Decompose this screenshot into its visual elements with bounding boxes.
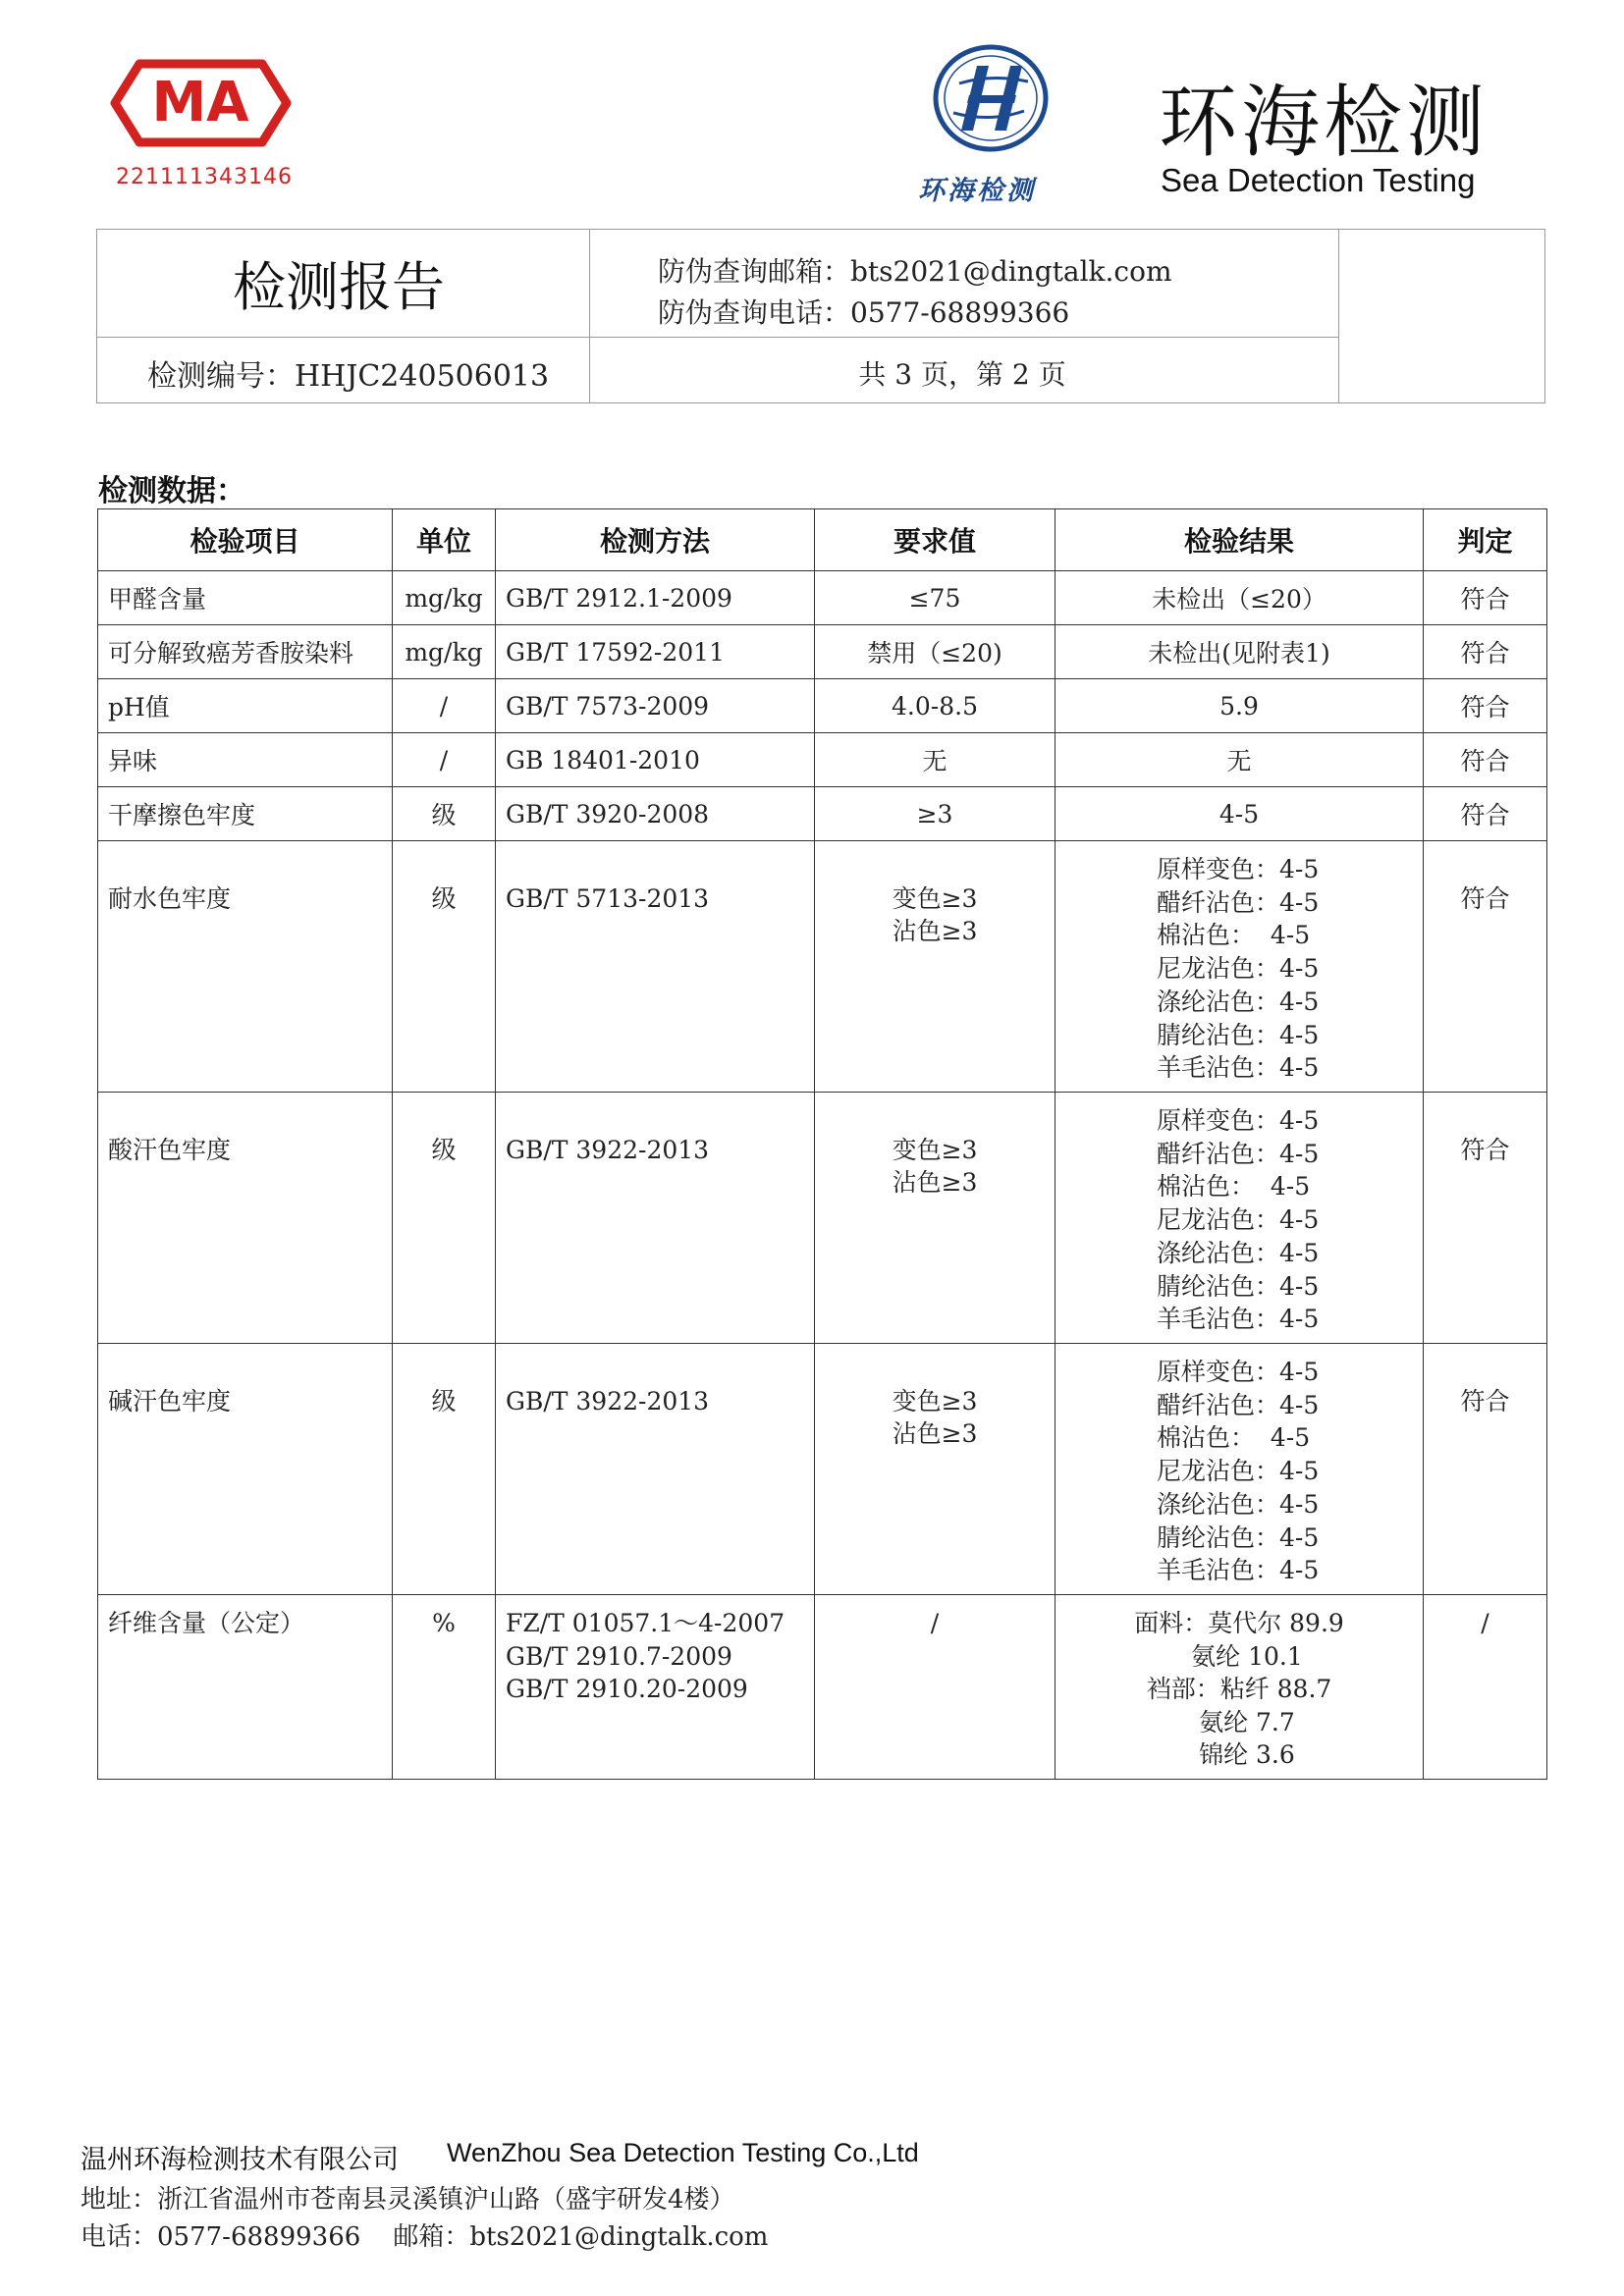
cell-requirement: ≤75 (815, 571, 1056, 625)
result-line: 尼龙沾色：4-5 (1157, 1457, 1320, 1486)
cell-item: 可分解致癌芳香胺染料 (98, 625, 393, 679)
table-row (98, 571, 1547, 625)
cell-result: 4-5 (1056, 787, 1424, 841)
footer-company-cn: 温州环海检测技术有限公司 (81, 2145, 399, 2175)
cell-judgment: 符合 (1424, 679, 1547, 733)
table-row (98, 733, 1547, 787)
cell-requirement (815, 1093, 1056, 1344)
cell-method: GB/T 3922-2013 (496, 1093, 815, 1344)
cell-judgment: 符合 (1424, 625, 1547, 679)
cell-result (1056, 1344, 1424, 1595)
footer-address: 地址：浙江省温州市苍南县灵溪镇沪山路（盛宇研发4楼） (81, 2185, 735, 2215)
result-line: 羊毛沾色：4-5 (1157, 1556, 1320, 1585)
header-divider (1338, 229, 1339, 403)
result-line: 锦纶 3.6 (1183, 1740, 1295, 1769)
result-line: 尼龙沾色：4-5 (1157, 1205, 1320, 1235)
footer-phone: 电话：0577-68899366 (81, 2222, 361, 2252)
footer-email: 邮箱：bts2021@dingtalk.com (393, 2222, 769, 2252)
cma-logo-text: MA (151, 71, 249, 134)
result-line: 羊毛沾色：4-5 (1157, 1305, 1320, 1334)
table-row (98, 841, 1547, 1093)
method-line: FZ/T 01057.1～4-2007 (506, 1609, 785, 1637)
result-line: 原样变色：4-5 (1157, 1358, 1320, 1386)
cell-result: 5.9 (1056, 679, 1424, 733)
cell-requirement: 4.0-8.5 (815, 679, 1056, 733)
cell-requirement: 无 (815, 733, 1056, 787)
report-title: 检测报告 (233, 256, 445, 318)
result-line: 棉沾色： 4-5 (1157, 921, 1311, 950)
cell-method: GB/T 3920-2008 (496, 787, 815, 841)
cell-result (1056, 1093, 1424, 1344)
footer-contact (81, 2216, 768, 2253)
cell-unit: / (393, 733, 496, 787)
cma-logo (110, 54, 292, 152)
cell-unit: % (393, 1595, 496, 1780)
cell-item: 酸汗色牢度 (98, 1093, 393, 1344)
cell-unit: 级 (393, 1344, 496, 1595)
cell-method (496, 1595, 815, 1780)
cell-unit: 级 (393, 787, 496, 841)
cell-requirement: / (815, 1595, 1056, 1780)
section-title: 检测数据： (98, 474, 245, 508)
cell-judgment: 符合 (1424, 571, 1547, 625)
cell-result: 无 (1056, 733, 1424, 787)
column-header: 检测方法 (496, 509, 815, 571)
cell-item: 甲醛含量 (98, 571, 393, 625)
cell-requirement: 禁用（≤20) (815, 625, 1056, 679)
cell-item: 干摩擦色牢度 (98, 787, 393, 841)
requirement-line: 沾色≥3 (892, 1168, 978, 1197)
cell-unit: mg/kg (393, 625, 496, 679)
cell-requirement (815, 1344, 1056, 1595)
column-header: 要求值 (815, 509, 1056, 571)
requirement-line: 变色≥3 (892, 1387, 978, 1415)
result-line: 涤纶沾色：4-5 (1157, 1489, 1320, 1519)
cell-judgment: 符合 (1424, 1344, 1547, 1595)
cell-result (1056, 841, 1424, 1093)
cell-method: GB/T 17592-2011 (496, 625, 815, 679)
cell-judgment: 符合 (1424, 733, 1547, 787)
cma-number: 221111343146 (116, 165, 293, 189)
column-header: 单位 (393, 509, 496, 571)
result-line: 棉沾色： 4-5 (1157, 1172, 1311, 1201)
column-header: 检验项目 (98, 509, 393, 571)
table-row (98, 679, 1547, 733)
cell-item: 异味 (98, 733, 393, 787)
cell-judgment: 符合 (1424, 841, 1547, 1093)
table-row (98, 787, 1547, 841)
result-line: 醋纤沾色：4-5 (1157, 887, 1320, 917)
cell-requirement (815, 841, 1056, 1093)
result-line: 裆部：粘纤 88.7 (1146, 1675, 1332, 1703)
company-name-cn: 环海检测 (1159, 77, 1489, 168)
cell-item: pH值 (98, 679, 393, 733)
cell-requirement: ≥3 (815, 787, 1056, 841)
result-line: 面料：莫代尔 89.9 (1134, 1609, 1344, 1637)
cell-method: GB/T 2912.1-2009 (496, 571, 815, 625)
cell-unit: 级 (393, 841, 496, 1093)
cell-method: GB/T 5713-2013 (496, 841, 815, 1093)
result-line: 棉沾色： 4-5 (1157, 1423, 1311, 1453)
cell-method: GB/T 7573-2009 (496, 679, 815, 733)
table-row (98, 1344, 1547, 1595)
method-line: GB/T 2910.7-2009 (506, 1641, 732, 1671)
cell-result: 未检出(见附表1) (1056, 625, 1424, 679)
table-row (98, 625, 1547, 679)
cell-method: GB/T 3922-2013 (496, 1344, 815, 1595)
test-data-table (97, 508, 1547, 1780)
requirement-line: 沾色≥3 (892, 1419, 978, 1448)
cell-unit: mg/kg (393, 571, 496, 625)
result-line: 醋纤沾色：4-5 (1157, 1139, 1320, 1168)
result-line: 醋纤沾色：4-5 (1157, 1390, 1320, 1419)
table-row (98, 1595, 1547, 1780)
company-logo-script: 环海检测 (918, 176, 1036, 206)
requirement-line: 变色≥3 (892, 884, 978, 913)
result-line: 腈纶沾色：4-5 (1157, 1020, 1320, 1049)
anti-fake-email: 防伪查询邮箱：bts2021@dingtalk.com (658, 255, 1172, 288)
requirement-line: 沾色≥3 (892, 917, 978, 945)
requirement-line: 变色≥3 (892, 1136, 978, 1164)
cell-result: 未检出（≤20） (1056, 571, 1424, 625)
header-divider (96, 337, 1339, 338)
company-name-en: Sea Detection Testing (1161, 162, 1476, 198)
result-line: 原样变色：4-5 (1157, 1106, 1320, 1135)
result-line: 原样变色：4-5 (1157, 855, 1320, 883)
cell-judgment: 符合 (1424, 787, 1547, 841)
cell-result (1056, 1595, 1424, 1780)
result-line: 腈纶沾色：4-5 (1157, 1522, 1320, 1552)
cell-method: GB 18401-2010 (496, 733, 815, 787)
cell-item: 纤维含量（公定） (98, 1595, 393, 1780)
result-line: 尼龙沾色：4-5 (1157, 954, 1320, 984)
company-emblem-icon (930, 44, 1057, 152)
result-line: 涤纶沾色：4-5 (1157, 1238, 1320, 1267)
cell-unit: 级 (393, 1093, 496, 1344)
table-header-row (98, 509, 1547, 571)
table-row (98, 1093, 1547, 1344)
result-line: 氨纶 10.1 (1175, 1641, 1303, 1671)
result-line: 氨纶 7.7 (1183, 1707, 1295, 1736)
cell-judgment: 符合 (1424, 1093, 1547, 1344)
footer-company-en: WenZhou Sea Detection Testing Co.,Ltd (447, 2138, 919, 2167)
result-line: 涤纶沾色：4-5 (1157, 987, 1320, 1016)
anti-fake-phone: 防伪查询电话：0577-68899366 (658, 296, 1070, 329)
method-line: GB/T 2910.20-2009 (506, 1675, 748, 1703)
result-line: 羊毛沾色：4-5 (1157, 1053, 1320, 1083)
cell-judgment: / (1424, 1595, 1547, 1780)
column-header: 检验结果 (1056, 509, 1424, 571)
cell-unit: / (393, 679, 496, 733)
cell-item: 碱汗色牢度 (98, 1344, 393, 1595)
report-number: 检测编号：HHJC240506013 (147, 359, 550, 394)
page-info: 共 3 页，第 2 页 (858, 358, 1066, 391)
column-header: 判定 (1424, 509, 1547, 571)
cell-item: 耐水色牢度 (98, 841, 393, 1093)
result-line: 腈纶沾色：4-5 (1157, 1271, 1320, 1301)
